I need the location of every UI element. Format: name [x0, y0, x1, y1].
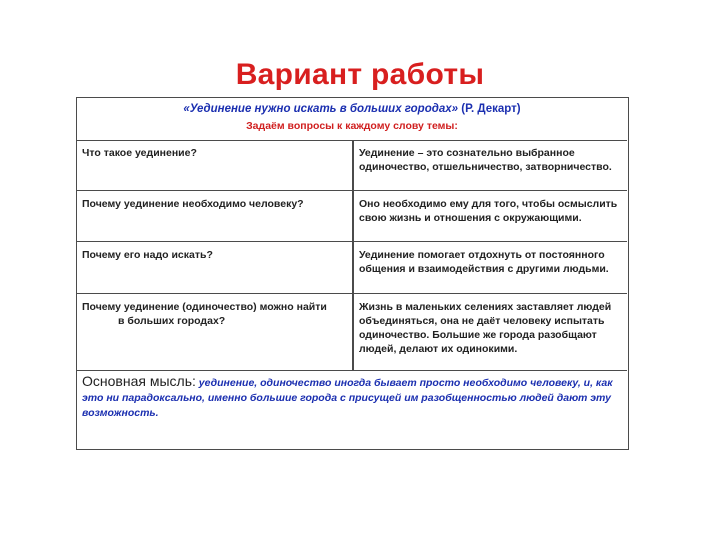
main-idea-label: Основная мысль: [82, 373, 196, 389]
quote-text: «Уединение нужно искать в больших городах» [183, 103, 459, 115]
slide-title: Вариант работы [235, 58, 485, 91]
answer-cell: Жизнь в маленьких селениях заставляет людей объединяться, она не даёт человеку испытать одиночество. Большие же города разобщают людей, делают их одинокими. [359, 301, 612, 355]
table-row [77, 242, 627, 294]
question-cell [82, 300, 347, 328]
question-cell: Почему его надо искать? [82, 249, 213, 261]
work-table [76, 97, 629, 450]
main-idea-text: уединение, одиночество иногда бывает просто необходимо человеку, и, как это ни парадоксально, именно большие города с присущей им разобщенностью людей дают эту возможность. [82, 377, 613, 419]
answer-cell: Уединение – это сознательно выбранное одиночество, отшельничество, затворничество. [359, 147, 612, 173]
quote-author: (Р. Декарт) [461, 103, 521, 115]
question-cell: Почему уединение необходимо человеку? [82, 198, 304, 210]
table-header [77, 98, 627, 141]
question-cell: Что такое уединение? [82, 147, 197, 159]
table-subtitle: Задаём вопросы к каждому слову темы: [246, 120, 458, 132]
main-idea [82, 374, 622, 421]
table-row [77, 140, 627, 191]
topic-quote [77, 103, 627, 115]
table-row [77, 191, 627, 242]
question-line: в больших городах? [118, 315, 226, 327]
question-line: Почему уединение (одиночество) можно найти [82, 301, 327, 313]
answer-cell: Оно необходимо ему для того, чтобы осмыслить свою жизнь и отношения с окружающими. [359, 198, 618, 224]
answer-cell: Уединение помогает отдохнуть от постоянного общения и взаимодействия с другими людьми. [359, 249, 609, 275]
table-row [77, 294, 627, 371]
